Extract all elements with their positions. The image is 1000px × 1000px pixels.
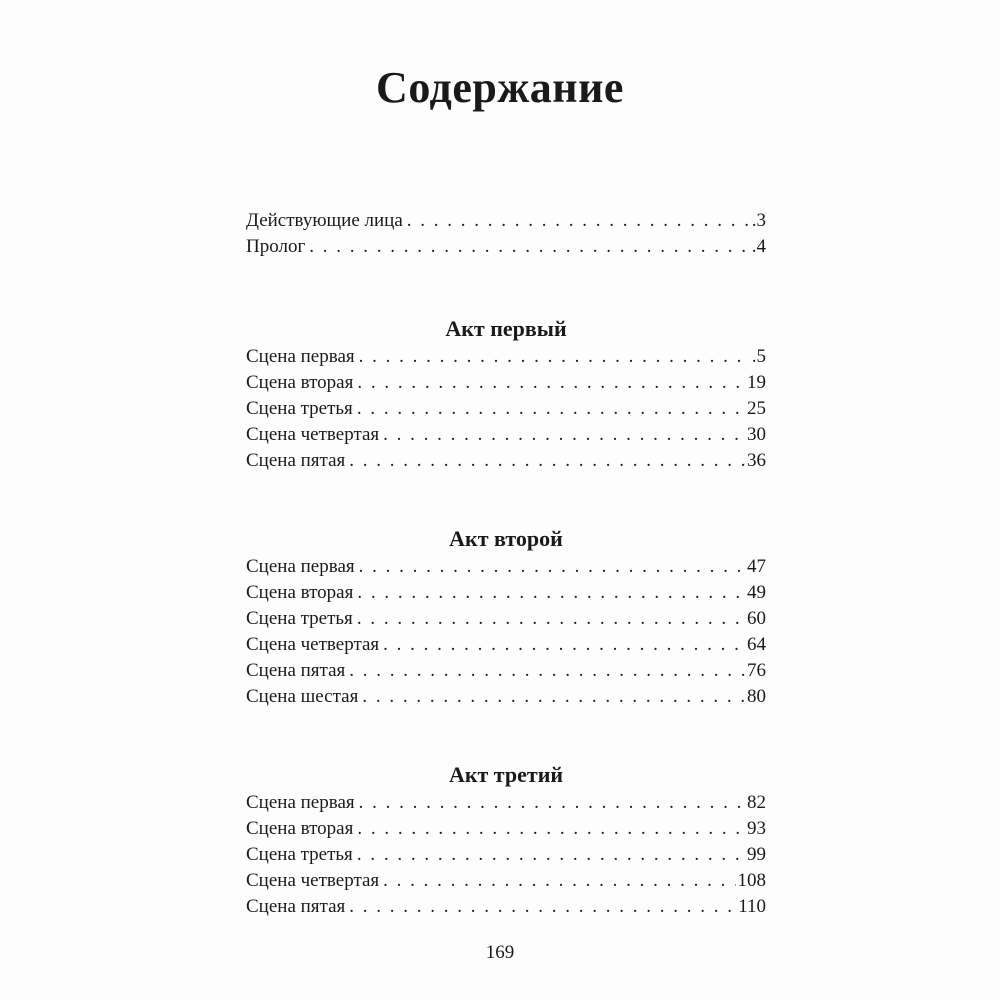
dot-leader (383, 422, 745, 448)
dot-leader (357, 396, 745, 422)
dot-leader (349, 658, 745, 684)
toc-entry-page: 108 (737, 870, 766, 891)
toc-entry-label: Сцена третья (246, 844, 353, 865)
toc-entry-label: Сцена четвертая (246, 634, 380, 655)
toc-entry-page: 76 (747, 660, 766, 681)
toc-entry-label: Сцена первая (246, 556, 355, 577)
toc-entry (246, 632, 766, 658)
toc-entry (246, 684, 766, 710)
toc-entry-page: 99 (747, 844, 766, 865)
toc-entry (246, 580, 766, 606)
toc-entry-characters (246, 208, 766, 234)
toc-entry-page: 30 (747, 424, 766, 445)
toc-entry-page: 64 (747, 634, 766, 655)
dot-leader (357, 580, 745, 606)
toc-entry-page: 93 (747, 818, 766, 839)
toc-entry-page: 110 (738, 896, 766, 917)
toc-entry-label: Сцена пятая (246, 896, 346, 917)
toc-entry-label: Сцена вторая (246, 372, 354, 393)
toc-entry-label: Сцена вторая (246, 818, 354, 839)
dot-leader (349, 894, 736, 920)
act-heading-2: Акт второй (449, 526, 563, 551)
toc-entry (246, 816, 766, 842)
toc-entry-label: Сцена вторая (246, 582, 354, 603)
toc-entry-label: Сцена четвертая (246, 424, 380, 445)
folio: 169 (485, 942, 515, 963)
toc-entry (246, 606, 766, 632)
dot-leader (383, 632, 745, 658)
toc-entry-label: Сцена пятая (246, 660, 346, 681)
act-heading-1: Акт первый (445, 316, 567, 341)
toc-entry (246, 370, 766, 396)
dot-leader (359, 344, 750, 370)
toc-entry-label: Сцена первая (246, 792, 355, 813)
toc-entry-page: 82 (747, 792, 766, 813)
dot-leader (309, 234, 750, 260)
toc-entry-label: Сцена первая (246, 346, 355, 367)
toc-entry-page: 60 (747, 608, 766, 629)
toc-entry (246, 422, 766, 448)
page-title: Содержание (376, 63, 624, 112)
toc-entry (246, 894, 766, 920)
dot-leader (357, 606, 745, 632)
toc-entry (246, 396, 766, 422)
toc-entry-page: .5 (751, 346, 766, 367)
toc-entry-page: 47 (747, 556, 766, 577)
dot-leader (357, 842, 745, 868)
toc-entry-prologue (246, 234, 766, 260)
toc-entry-label: Сцена третья (246, 608, 353, 629)
table-of-contents (246, 208, 766, 920)
toc-entry-label: Действующие лица (246, 210, 403, 231)
toc-entry-label: Сцена четвертая (246, 870, 380, 891)
toc-entry-page: 25 (747, 398, 766, 419)
toc-entry-label: Сцена третья (246, 398, 353, 419)
dot-leader (357, 816, 745, 842)
toc-entry-page: 36 (747, 450, 766, 471)
toc-entry-page: .4 (751, 236, 766, 257)
toc-entry-label: Сцена пятая (246, 450, 346, 471)
toc-entry-page: .3 (751, 210, 766, 231)
dot-leader (383, 868, 735, 894)
toc-entry (246, 448, 766, 474)
toc-entry (246, 554, 766, 580)
dot-leader (407, 208, 750, 234)
dot-leader (357, 370, 745, 396)
toc-entry-page: 49 (747, 582, 766, 603)
toc-entry-page: 19 (747, 372, 766, 393)
toc-entry-page: 80 (747, 686, 766, 707)
act-heading-3: Акт третий (448, 762, 564, 787)
dot-leader (359, 790, 745, 816)
toc-entry (246, 868, 766, 894)
dot-leader (359, 554, 745, 580)
dot-leader (362, 684, 745, 710)
toc-entry (246, 344, 766, 370)
toc-entry (246, 658, 766, 684)
toc-entry (246, 790, 766, 816)
toc-entry-label: Пролог (246, 236, 306, 257)
dot-leader (349, 448, 745, 474)
toc-entry-label: Сцена шестая (246, 686, 359, 707)
toc-entry (246, 842, 766, 868)
